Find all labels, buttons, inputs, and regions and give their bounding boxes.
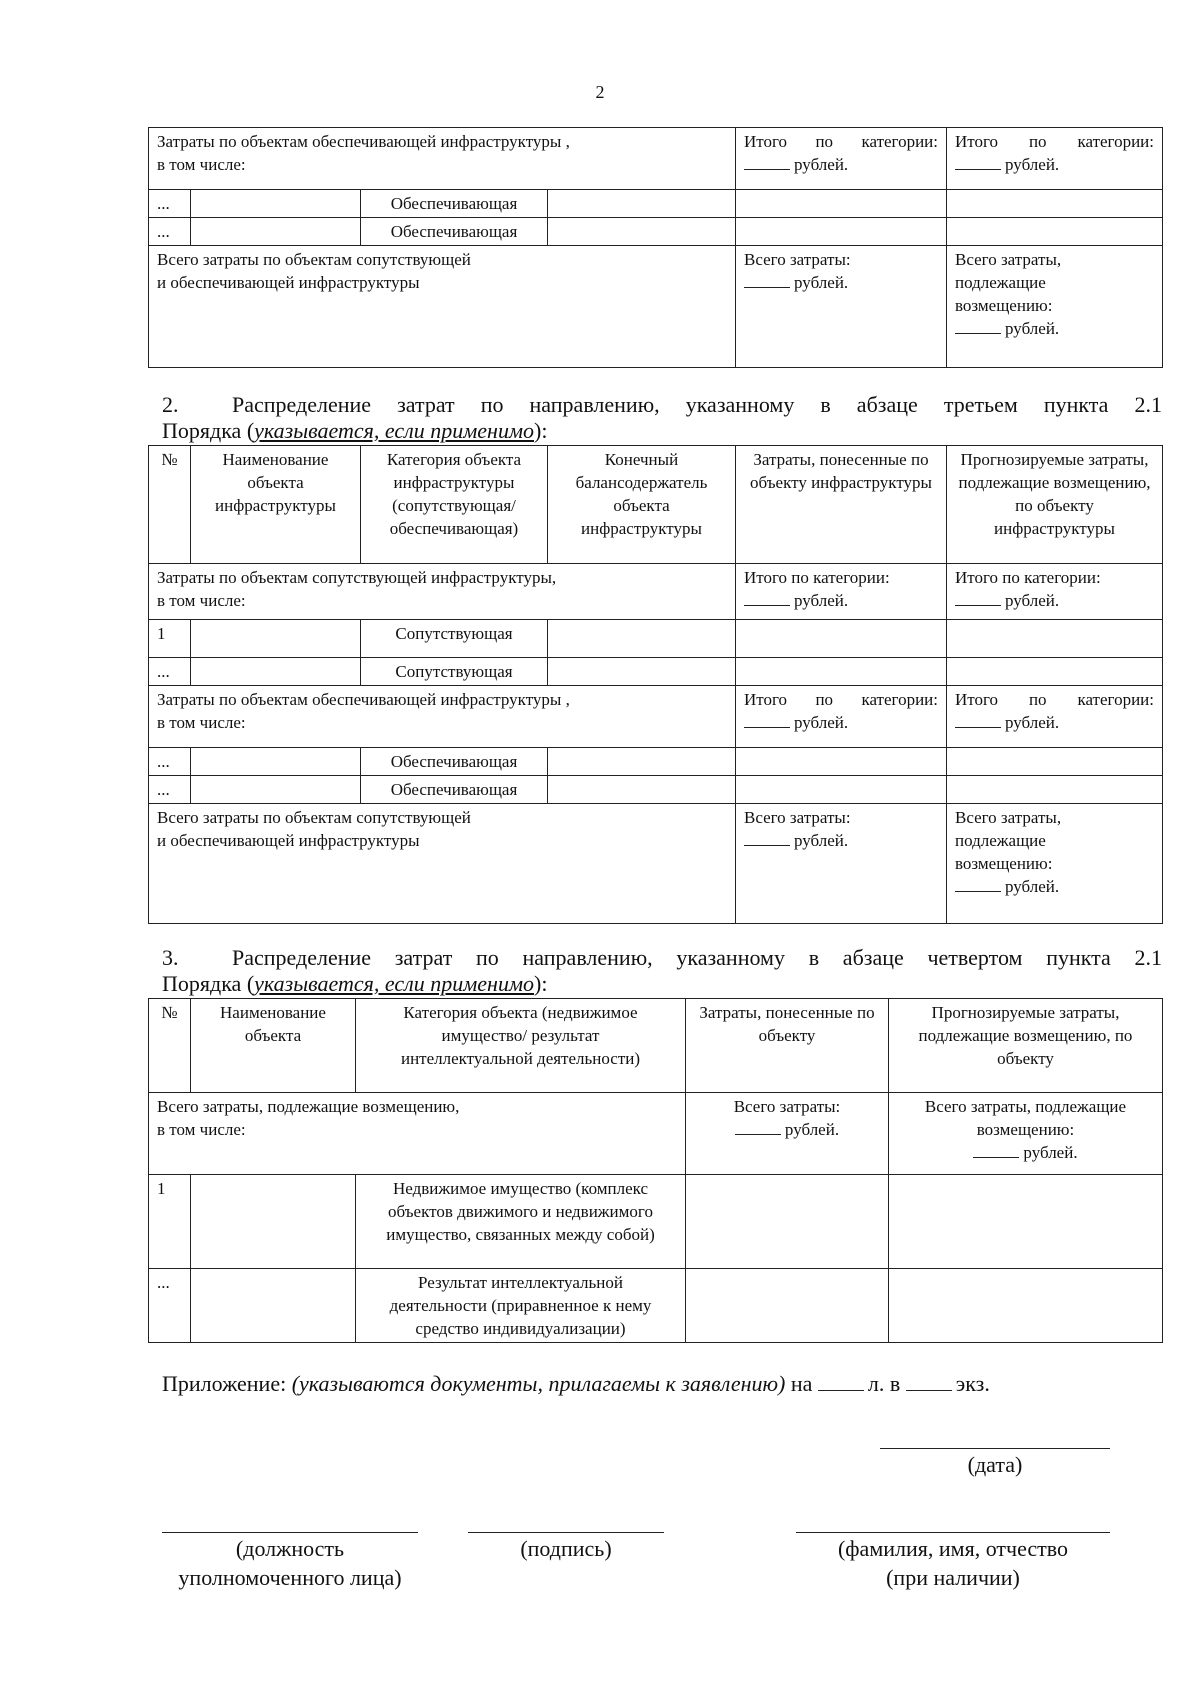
table-row: ... Обеспечивающая <box>149 748 1163 776</box>
section2-title: Распределение затрат по направлению, указанному в абзаце третьем пункта 2.1 <box>232 392 1162 417</box>
table-row: ... Обеспечивающая <box>149 776 1163 804</box>
category-total-reimb: Итого по категории: рублей. <box>947 128 1163 190</box>
category-total-costs: Итого по категории: рублей. <box>736 564 947 620</box>
appendix-line: Приложение: (указываются документы, прилагаемы к заявлению) на л. в экз. <box>162 1371 990 1396</box>
table-row: 1 Недвижимое имущество (комплекс объектов движимого и недвижимого имущество, связанных между собой) <box>149 1175 1163 1269</box>
table-row: 1 Сопутствующая <box>149 620 1163 658</box>
total-reimb: Всего затраты, подлежащие возмещению: рублей. <box>889 1093 1163 1175</box>
total-header: Всего затраты, подлежащие возмещению, в том числе: <box>149 1093 686 1175</box>
group-secured-header: Затраты по объектам обеспечивающей инфраструктуры , в том числе: <box>149 128 736 190</box>
fio-line <box>796 1532 1110 1533</box>
category-total-reimb: Итого по категории: рублей. <box>947 686 1163 748</box>
table-header-row: № Наименование объекта инфраструктуры Категория объекта инфраструктуры (сопутствующая/ обеспечивающая) Конечный балансодержатель объекта инфраструктуры Затраты, понесенные по объекту инфраструктуры Прогнозируемые затраты, подлежащие возмещению, по объекту инфраструктуры <box>149 446 1163 564</box>
section3-number: 3. <box>162 945 179 970</box>
group-secured-header: Затраты по объектам обеспечивающей инфраструктуры , в том числе: <box>149 686 736 748</box>
signature-line <box>468 1532 664 1533</box>
table-row: ... Обеспечивающая <box>149 218 1163 246</box>
section3-title: Распределение затрат по направлению, указанному в абзаце четвертом пункта 2.1 <box>232 945 1162 970</box>
table-header-row: № Наименование объекта Категория объекта (недвижимое имущество/ результат интеллектуальной деятельности) Затраты, понесенные по объекту Прогнозируемые затраты, подлежащие возмещению, по объекту <box>149 999 1163 1093</box>
date-caption: (дата) <box>967 1452 1023 1477</box>
grand-total-label: Всего затраты по объектам сопутствующей и обеспечивающей инфраструктуры <box>149 246 736 368</box>
section3-heading: 3. Распределение затрат по направлению, указанному в абзаце четвертом пункта 2.1 Порядка (указывается, если применимо): <box>162 945 1162 996</box>
position-caption: (должность уполномоченного лица) <box>178 1536 402 1590</box>
fio-caption: (фамилия, имя, отчество (при наличии) <box>837 1536 1069 1590</box>
total-costs: Всего затраты: рублей. <box>686 1093 889 1175</box>
grand-total-label: Всего затраты по объектам сопутствующей и обеспечивающей инфраструктуры <box>149 804 736 924</box>
grand-total-reimb: Всего затраты, подлежащие возмещению: рублей. <box>947 246 1163 368</box>
table-row: ... Результат интеллектуальной деятельности (приравненное к нему средство индивидуализации) <box>149 1269 1163 1343</box>
position-line <box>162 1532 418 1533</box>
section2-heading: 2. Распределение затрат по направлению, указанному в абзаце третьем пункта 2.1 Порядка (указывается, если применимо): <box>162 392 1162 443</box>
group-accomp-header: Затраты по объектам сопутствующей инфраструктуры, в том числе: <box>149 564 736 620</box>
table-section2 <box>148 445 1163 924</box>
grand-total-costs: Всего затраты: рублей. <box>736 246 947 368</box>
section2-number: 2. <box>162 392 179 417</box>
table-section1-continuation <box>148 127 1163 368</box>
table-section3 <box>148 998 1163 1343</box>
category-total-costs: Итого по категории: рублей. <box>736 686 947 748</box>
category-total-costs: Итого по категории: рублей. <box>736 128 947 190</box>
grand-total-costs: Всего затраты: рублей. <box>736 804 947 924</box>
category-total-reimb: Итого по категории: рублей. <box>947 564 1163 620</box>
table-row: ... Сопутствующая <box>149 658 1163 686</box>
page-number: 2 <box>595 82 605 102</box>
date-line <box>880 1448 1110 1449</box>
grand-total-reimb: Всего затраты, подлежащие возмещению: рублей. <box>947 804 1163 924</box>
signature-caption: (подпись) <box>520 1536 612 1561</box>
table-row: ... Обеспечивающая <box>149 190 1163 218</box>
